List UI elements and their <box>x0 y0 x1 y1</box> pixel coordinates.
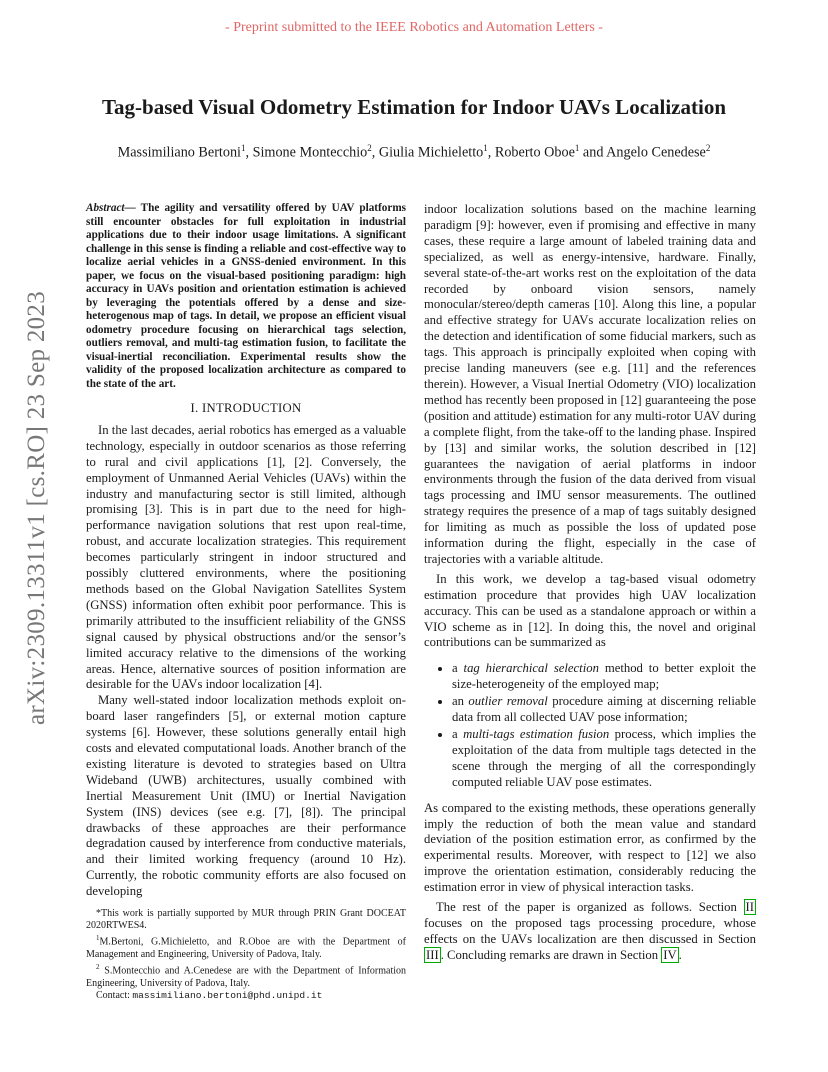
section-link[interactable]: III <box>426 947 439 962</box>
affiliation-mark: 1 <box>241 143 246 153</box>
affiliation-mark: 1 <box>96 934 100 943</box>
outline-paragraph: The rest of the paper is organized as follows. Section II focuses on the proposed tags processing procedure, whose effects on the UAVs localization are then discussed in Section III . Concluding remarks are drawn in Section IV . <box>424 900 756 962</box>
affiliation-mark: 1 <box>574 143 580 153</box>
list-item: • a tag hierarchical selection method to better exploit the size-heterogeneity of the employed map; <box>452 661 756 693</box>
arxiv-sidebar <box>22 258 52 758</box>
intro-paragraph: In the last decades, aerial robotics has emerged as a valuable technology, especially in outdoor scenarios as those referring to rural and civil applications [1], [2]. Conversely, the employment of Unmanned Aerial Vehicles (UAVs) within the industry and manufacturing sector is still limited, although promising [3]. This is in part due to the need for high-performance navigation solutions that rest upon real-time, robust, and accurate localization strategies. This requirement becomes particularly stringent in indoor structured and possibly cluttered environments, where the positioning methods based on the Global Navigation Satellites System (GNSS) information often exhibit poor performance. This is primarily attributed to the insufficient reliability of the GNSS signal caused by physical obstructions and/or the sensor’s limited accuracy relative to the dimensions of the working areas. Hence, alternative sources of position information are desirable for the UAVs indoor localization [4]. <box>86 422 406 692</box>
abstract <box>86 202 406 391</box>
author-name: Simone Montecchio <box>252 144 368 161</box>
intro-paragraph: In this work, we develop a tag-based visual odometry estimation procedure that provides high UAV localization accuracy. This can be used as a standalone approach or within a VIO scheme as in [12]. In doing this, the novel and original contributions can be summarized as <box>424 571 756 650</box>
affiliation-mark: 2 <box>367 143 372 153</box>
author-name: Massimiliano Bertoni <box>117 144 241 161</box>
list-item: • an outlier removal procedure aiming at discerning reliable data from all collected UAV pose information; <box>452 694 756 726</box>
section-heading-introduction: I. INTRODUCTION <box>190 401 302 415</box>
author-name: Giulia Michieletto <box>378 144 484 161</box>
list-item: • a multi-tags estimation fusion process, which implies the exploitation of the data from multiple tags detected in the scene through the merging of all the correspondingly computed reliable UAV pose estimates. <box>452 727 756 791</box>
funding-footnote: *This work is partially supported by MUR through PRIN Grant DOCEAT 2020RTWES4. <box>86 908 406 932</box>
author-name: Roberto Oboe <box>494 144 575 161</box>
preprint-banner: - Preprint submitted to the IEEE Robotics and Automation Letters - <box>225 20 603 35</box>
author-list: Massimiliano Bertoni$^1$, Simone Montecchio$^2$, Giulia Michieletto$^1$, Roberto Oboe$^1$ and Angelo Cenedese$^2$ <box>117 143 711 161</box>
author-name: Angelo Cenedese <box>606 144 706 161</box>
footnotes <box>86 908 406 1002</box>
section-link[interactable]: II <box>745 900 754 915</box>
affiliation-mark: 2 <box>705 143 711 153</box>
contributions-list <box>424 661 756 790</box>
paper-title: Tag-based Visual Odometry Estimation for Indoor UAVs Localization <box>101 95 727 119</box>
arxiv-identifier[interactable]: arXiv:2309.13311v1 [cs.RO] 23 Sep 2023 <box>23 290 50 726</box>
affiliation-footnote: $^2$ S.Montecchio and A.Cenedese are with the Department of Information Engineering, University of Padova, Italy. <box>86 963 406 989</box>
intro-paragraph: Many well-stated indoor localization methods exploit on-board laser rangefinders [5], or external motion capture systems [6]. However, these solutions generally entail high costs and elevated computational loads. Another branch of the existing literature is devoted to strategies based on Ultra Wideband (UWB) architectures, usually combined with Inertial Measurement Unit (IMU) or Inertial Navigation System (INS) devices (see e.g. [7], [8]). The principal drawbacks of these approaches are their performance degradation caused by interference from conductive materials, and their limited working frequency (around 10 Hz). Currently, the robotic community efforts are also focused on developing <box>86 693 406 899</box>
intro-paragraph: As compared to the existing methods, these operations generally imply the reduction of both the mean value and standard deviation of the position estimation error, as confirmed by the experimental results. Moreover, with respect to [12] we also improve the orientation estimation, considerably reducing the estimation error in view of physical interaction tasks. <box>424 800 756 895</box>
affiliation-footnote: $^1$M.Bertoni, G.Michieletto, and R.Oboe are with the Department of Management and Engineering, University of Padova, Italy. <box>86 934 406 960</box>
left-column <box>86 202 406 900</box>
contact-footnote: Contact: massimiliano.bertoni@phd.unipd.it <box>96 989 323 1001</box>
affiliation-mark: 2 <box>96 963 100 972</box>
right-column <box>424 202 756 964</box>
abstract-label: Abstract <box>86 202 125 214</box>
contact-email-link[interactable]: massimiliano.bertoni@phd.unipd.it <box>132 989 323 1001</box>
abstract-text: — The agility and versatility offered by UAV platforms still encounter obstacles for full exploitation in industrial applications due to their indoor usage limitations. A significant challenge in this sense is finding a reliable and cost-effective way to localize aerial vehicles in a GNSS-denied environment. In this paper, we focus on the visual-based positioning paradigm: high accuracy in UAVs position and orientation estimation is achieved by leveraging the potentials offered by a dense and size-heterogenous map of tags. In detail, we propose an efficient visual odometry procedure focusing on hierarchical tags selection, outliers removal, and multi-tag estimation fusion, to facilitate the visual-inertial reconciliation. Experimental results show the validity of the proposed localization architecture as compared to the state of the art. <box>86 202 406 390</box>
intro-paragraph: indoor localization solutions based on the machine learning paradigm [9]: however, even if promising and effective in many cases, these require a large amount of labeled training data and specialized, as well as energy-intensive, hardware. Finally, several state-of-the-art works rest on the exploitation of the data recorded by onboard vision sensors, namely monocular/stereo/depth cameras [10]. Along this line, a popular and effective strategy for UAVs accurate localization relies on the detection and identification of some fiducial markers, such as tags. This approach is principally exploited when coping with precise landing maneuvers (see e.g. [11] and the references therein). However, a Visual Inertial Odometry (VIO) localization method has recently been proposed in [12] guaranteeing the pose (position and attitude) estimation for any multi-rotor UAV during a complete flight, from the take-off to the landing phase. Inspired by [13] and similar works, the solution described in [12] guarantees the navigation of aerial platforms in indoor environments through the fusion of the data derived from visual tags processing and IMU sensor measurements. The outlined strategy requires the presence of a map of tags suitably designed for limiting as much as possible the loss of updated pose information during the flight, especially in the case of trajectories with a variable altitude. <box>424 202 756 566</box>
affiliation-mark: 1 <box>483 143 488 153</box>
section-link[interactable]: IV <box>663 947 677 962</box>
